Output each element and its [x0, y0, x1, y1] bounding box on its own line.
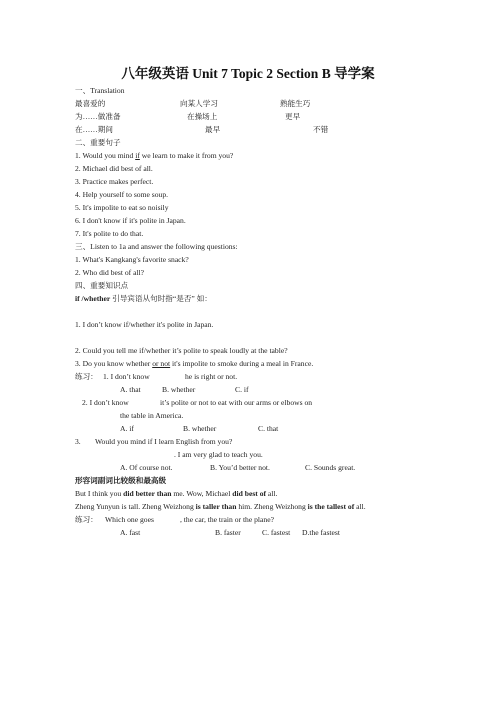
- example-sentence: 2. Could you tell me if/whether it’s polite to speak loudly at the table?: [75, 346, 288, 355]
- translation-item: 在操场上: [187, 112, 218, 121]
- section-heading-comparatives: 形容词副词比较级和最高级: [75, 476, 167, 485]
- practice-question: 2. I don’t know: [82, 398, 129, 407]
- translation-item: 不错: [313, 125, 329, 134]
- sentence-item: 4. Help yourself to some soup.: [75, 190, 169, 199]
- question-item: 2. Who did best of all?: [75, 268, 145, 277]
- example-sentence: 3. Do you know whether or not it's impolite to smoke during a meal in France.: [75, 359, 314, 368]
- page-title: 八年级英语 Unit 7 Topic 2 Section B 导学案: [121, 66, 375, 81]
- answer-option: C. Sounds great.: [305, 463, 356, 472]
- practice-question: Would you mind if I learn English from you?: [95, 437, 233, 446]
- answer-option: A. fast: [120, 528, 141, 537]
- knowledge-point: if /whether 引导宾语从句时指“是否” 如：: [75, 294, 212, 303]
- practice-label: 练习：: [75, 515, 98, 524]
- translation-item: 为……做准备: [75, 112, 121, 121]
- answer-option: B. faster: [215, 528, 241, 537]
- answer-option: D.the fastest: [302, 528, 340, 537]
- answer-option: B. whether: [183, 424, 217, 433]
- sentence-item: 2. Michael did best of all.: [75, 164, 153, 173]
- answer-option: A. if: [120, 424, 134, 433]
- section-heading-sentences: 二、重要句子: [75, 138, 121, 147]
- practice-question: Which one goes: [105, 515, 154, 524]
- grammar-example: Zheng Yunyun is tall. Zheng Weizhong is taller than him. Zheng Weizhong is the tallest of all.: [75, 502, 366, 511]
- answer-option: C. if: [235, 385, 249, 394]
- answer-option: B. You’d better not.: [210, 463, 270, 472]
- translation-item: 在……期间: [75, 125, 113, 134]
- practice-question: it’s polite or not to eat with our arms or elbows on: [160, 398, 313, 407]
- sentence-item: 5. It's impolite to eat so noisily: [75, 203, 169, 212]
- translation-item: 更早: [285, 112, 301, 121]
- answer-option: C. fastest: [262, 528, 291, 537]
- translation-item: 向某人学习: [180, 99, 218, 108]
- practice-question: the table in America.: [120, 411, 184, 420]
- answer-option: A. Of course not.: [120, 463, 173, 472]
- practice-question: he is right or not.: [185, 372, 238, 381]
- sentence-item: 6. I don't know if it's polite in Japan.: [75, 216, 186, 225]
- sentence-item: 7. It's polite to do that.: [75, 229, 144, 238]
- example-sentence: 1. I don’t know if/whether it's polite in Japan.: [75, 320, 214, 329]
- translation-item: 熟能生巧: [280, 99, 311, 108]
- sentence-item: 1. Would you mind if we learn to make it from you?: [75, 151, 234, 160]
- practice-question: 1. I don’t know: [103, 372, 150, 381]
- translation-item: 最喜爱的: [75, 99, 106, 108]
- answer-option: C. that: [258, 424, 279, 433]
- translation-item: 最早: [205, 125, 221, 134]
- question-item: 1. What's Kangkang's favorite snack?: [75, 255, 189, 264]
- practice-question: , the car, the train or the plane?: [180, 515, 274, 524]
- section-heading-translation: 一、Translation: [75, 86, 125, 95]
- answer-option: B. whether: [162, 385, 196, 394]
- grammar-example: But I think you did better than me. Wow, Michael did best of all.: [75, 489, 278, 498]
- practice-label: 练习：: [75, 372, 98, 381]
- practice-question: . I am very glad to teach you.: [174, 450, 263, 459]
- section-heading-knowledge: 四、重要知识点: [75, 281, 129, 290]
- answer-option: A. that: [120, 385, 141, 394]
- practice-number: 3.: [75, 437, 81, 446]
- sentence-item: 3. Practice makes perfect.: [75, 177, 154, 186]
- section-heading-listening: 三、Listen to 1a and answer the following questions:: [75, 242, 238, 251]
